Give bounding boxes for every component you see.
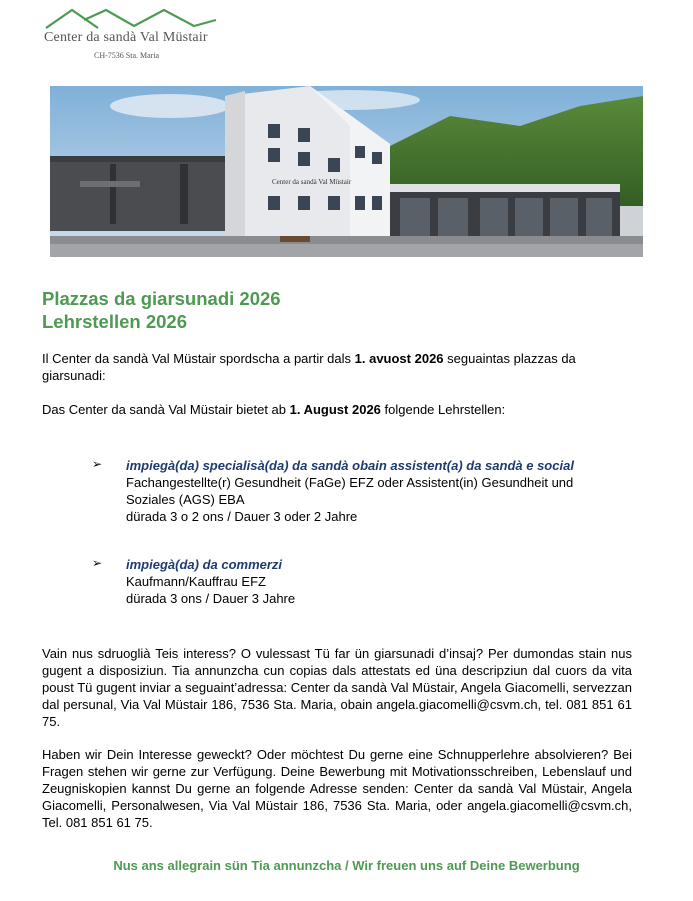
logo [44, 6, 224, 60]
closing-line: Nus ans allegrain sün Tia annunzcha / Wir freuen uns auf Deine Bewerbung [113, 858, 580, 873]
intro-romansh: Il Center da sandà Val Müstair spordscha a partir dals 1. avuost 2026 seguaintas plazzas da giarsunadi: [42, 351, 576, 383]
position-title: impiegà(da) da commerzi [126, 557, 283, 572]
contact-german: Haben wir Dein Interesse geweckt? Oder möchtest Du gerne eine Schnupperlehre absolvieren? Bei Fragen stehen wir gerne zur Verfügung. Deine Bewerbung mit Motivationsschreiben, Lebenslauf und Zeugniskopien kannst Du gerne an folgende Adresse senden: Center da sandà Val Müstair, Angela Giacomelli, Personalwesen, Via Val Müstair 186, 7536 Sta. Maria, oder angela.giacomelli@csvm.ch, Tel. 081 851 61 75. [42, 747, 632, 830]
contact-romansh: Vain nus sdruoglià Teis interess? O vulessast Tü far ün giarsunadi d’insaj? Per dumondas stain nus gugent a disposiziun. Tia annunzcha cun copias dals attestats ed üna descripziun dal cuors da vita poust Tü gugent inviar a seguaint’adressa: Center da sandà Val Müstair, Angela Giacomelli, servezzan dal persunal, Via Val Müstair 186, 7536 Sta. Maria, obain angela.giacomelli@csvm.ch, tel. 081 851 61 75. [42, 646, 632, 729]
intro-german: Das Center da sandà Val Müstair bietet ab 1. August 2026 folgende Lehrstellen: [42, 402, 506, 417]
logo-name: Center da sandà Val Müstair [44, 30, 208, 45]
position-title: impiegà(da) specialisà(da) da sandà obain assistent(a) da sandà e social [126, 458, 574, 473]
heading-german: Lehrstellen 2026 [42, 311, 187, 332]
position-description: Fachangestellte(r) Gesundheit (FaGe) EFZ oder Assistent(in) Gesundheit und Soziales (AGS) EBA [126, 475, 574, 507]
roof-logo-icon [44, 6, 219, 32]
logo-address: CH-7536 Sta. Maria [94, 51, 160, 60]
position-description: Kaufmann/Kauffrau EFZ [126, 574, 266, 589]
start-date-romansh: 1. avuost 2026 [354, 351, 444, 366]
start-date-german: 1. August 2026 [289, 402, 381, 417]
building-photo [50, 86, 643, 257]
position-duration: dürada 3 ons / Dauer 3 Jahre [126, 591, 296, 606]
arrow-bullet-icon: ➢ [92, 556, 103, 570]
heading-romansh: Plazzas da giarsunadi 2026 [42, 288, 281, 309]
arrow-bullet-icon: ➢ [92, 457, 103, 471]
position-duration: dürada 3 o 2 ons / Dauer 3 oder 2 Jahre [126, 509, 358, 524]
building-sign: Center da sandà Val Müstair [272, 178, 352, 186]
